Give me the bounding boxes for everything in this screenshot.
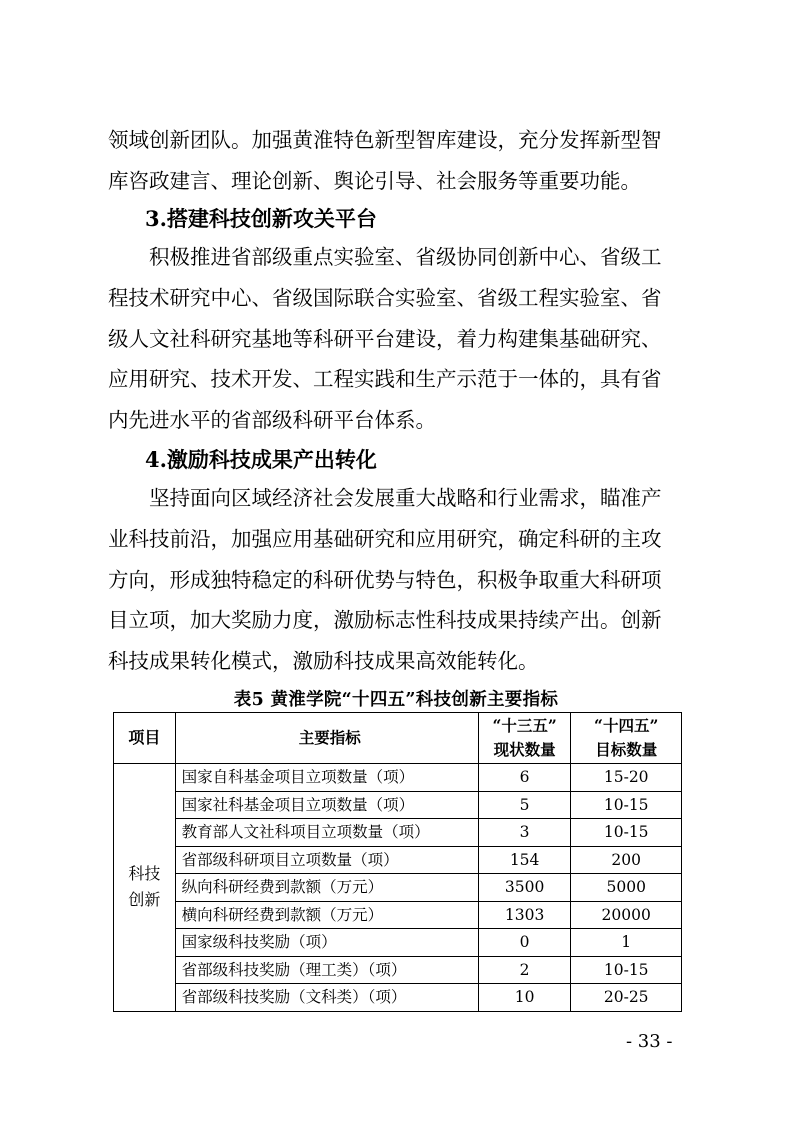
table-row <box>114 874 682 902</box>
indicator-cell: 国家自科基金项目立项数量（项） <box>175 764 478 792</box>
target-cell: 200 <box>571 846 682 874</box>
current-cell: 3 <box>478 819 571 847</box>
table-row <box>114 791 682 819</box>
group-label-line1: 科技 <box>128 864 161 884</box>
table-header-row <box>114 713 682 764</box>
text-line: 库咨政建言、理论创新、舆论引导、社会服务等重要功能。 <box>108 168 641 193</box>
header-target-line2: 目标数量 <box>595 740 658 759</box>
indicator-cell: 横向科研经费到款额（万元） <box>175 901 478 929</box>
text-line: 内先进水平的省部级科研平台体系。 <box>108 408 436 433</box>
header-current <box>478 713 571 764</box>
target-cell: 20000 <box>571 901 682 929</box>
text-line: 领域创新团队。加强黄淮特色新型智库建设，充分发挥新型智 <box>108 128 662 152</box>
table-row <box>114 764 682 792</box>
target-cell: 1 <box>571 929 682 957</box>
current-cell: 1303 <box>478 901 571 929</box>
table-row <box>114 901 682 929</box>
group-cell <box>114 764 176 1012</box>
indicators-table <box>113 712 682 1012</box>
text-line: 业科技前沿，加强应用基础研究和应用研究，确定科研的主攻 <box>108 526 662 551</box>
indicator-cell: 教育部人文社科项目立项数量（项） <box>175 819 478 847</box>
current-cell: 0 <box>478 929 571 957</box>
section-heading: 3.搭建科技创新攻关平台 <box>145 206 377 231</box>
target-cell: 10-15 <box>571 791 682 819</box>
text-line: 坚持面向区域经济社会发展重大战略和行业需求，瞄准产 <box>149 486 662 510</box>
indicator-cell: 省部级科研项目立项数量（项） <box>175 846 478 874</box>
text-line: 方向，形成独特稳定的科研优势与特色，积极争取重大科研项 <box>108 567 662 592</box>
header-current-line2: 现状数量 <box>493 740 556 759</box>
header-item: 项目 <box>114 713 176 764</box>
current-cell: 3500 <box>478 874 571 902</box>
paragraph-text <box>108 237 684 441</box>
paragraph-text <box>108 478 684 682</box>
text-line: 科技成果转化模式，激励科技成果高效能转化。 <box>108 649 539 674</box>
table-caption: 表5 黄淮学院“十四五”科技创新主要指标 <box>233 690 559 710</box>
current-cell: 5 <box>478 791 571 819</box>
indicator-cell: 省部级科技奖励（理工类）（项） <box>175 956 478 984</box>
target-cell: 20-25 <box>571 984 682 1012</box>
current-cell: 6 <box>478 764 571 792</box>
target-cell: 10-15 <box>571 956 682 984</box>
indicator-cell: 国家社科基金项目立项数量（项） <box>175 791 478 819</box>
table-row <box>114 984 682 1012</box>
text-line: 应用研究、技术开发、工程实践和生产示范于一体的，具有省 <box>108 367 662 392</box>
table-row <box>114 819 682 847</box>
text-line: 级人文社科研究基地等科研平台建设，着力构建集基础研究、 <box>108 326 662 351</box>
indicator-cell: 国家级科技奖励（项） <box>175 929 478 957</box>
header-indicator: 主要指标 <box>175 713 478 764</box>
group-label-line2: 创新 <box>128 890 161 910</box>
paragraph-text <box>108 120 684 202</box>
section-heading: 4.激励科技成果产出转化 <box>145 447 377 472</box>
table-row <box>114 956 682 984</box>
text-line: 积极推进省部级重点实验室、省级协同创新中心、省级工 <box>149 245 662 269</box>
header-target <box>571 713 682 764</box>
indicator-cell: 省部级科技奖励（文科类）（项） <box>175 984 478 1012</box>
page-number: - 33 - <box>626 1031 673 1052</box>
target-cell: 5000 <box>571 874 682 902</box>
text-line: 程技术研究中心、省级国际联合实验室、省级工程实验室、省 <box>108 285 662 310</box>
table-row <box>114 846 682 874</box>
current-cell: 154 <box>478 846 571 874</box>
header-target-line1: “十四五” <box>594 716 659 735</box>
text-line: 目立项，加大奖励力度，激励标志性科技成果持续产出。创新 <box>108 608 662 633</box>
indicator-cell: 纵向科研经费到款额（万元） <box>175 874 478 902</box>
table-row <box>114 929 682 957</box>
target-cell: 10-15 <box>571 819 682 847</box>
current-cell: 2 <box>478 956 571 984</box>
target-cell: 15-20 <box>571 764 682 792</box>
current-cell: 10 <box>478 984 571 1012</box>
header-current-line1: “十三五” <box>492 716 557 735</box>
